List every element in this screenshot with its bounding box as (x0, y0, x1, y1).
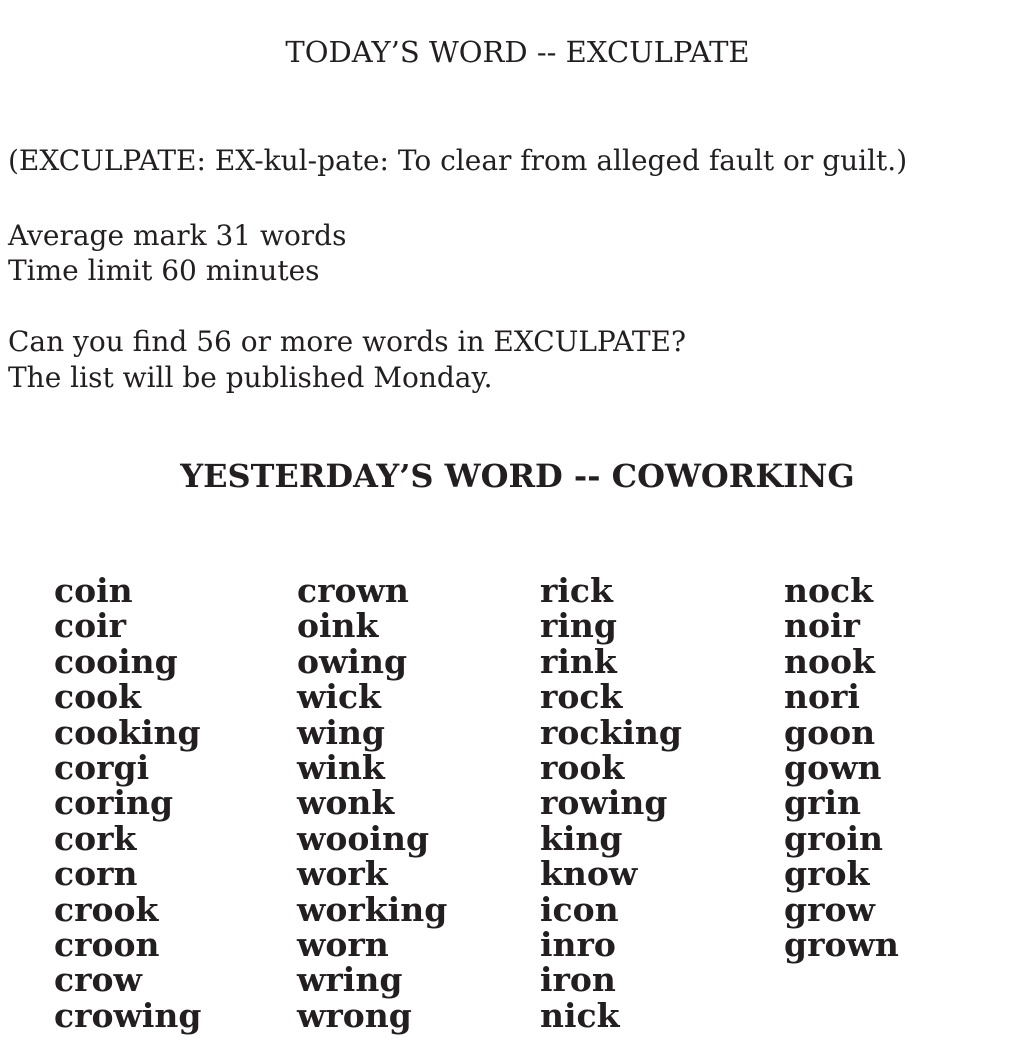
word-list-item: wink (297, 747, 385, 787)
challenge-question: Can you find 56 or more words in EXCULPATE? (8, 325, 687, 358)
word-list-item: grin (784, 783, 861, 823)
word-list-item: grok (784, 854, 870, 894)
word-column-1 (54, 573, 202, 1033)
word-column-4 (784, 573, 899, 962)
word-list-item: wonk (297, 783, 395, 823)
word-list-item: king (540, 818, 623, 858)
word-list-item: iron (540, 960, 616, 1000)
word-list-item: gown (784, 747, 882, 787)
word-list-item: crowing (54, 995, 202, 1035)
word-list-item: nock (784, 571, 873, 610)
word-list-item: cooing (54, 641, 178, 681)
word-list-item: rink (540, 641, 617, 681)
word-list-item: corgi (54, 747, 150, 787)
publish-note: The list will be published Monday. (8, 361, 493, 394)
word-list-item: know (540, 854, 638, 894)
word-list-item: noir (784, 606, 860, 646)
word-column-3 (540, 573, 682, 1033)
word-list-item: nori (784, 677, 860, 717)
word-list-item: crow (54, 960, 142, 1000)
average-mark: Average mark 31 words (8, 219, 347, 252)
word-list-item: nick (540, 995, 620, 1035)
word-list-item: inro (540, 924, 616, 964)
word-list-item: owing (297, 641, 408, 681)
word-list-item: crook (54, 889, 159, 929)
word-list-item: icon (540, 889, 619, 929)
word-list-item: coring (54, 783, 174, 823)
yesterdays-word-title: YESTERDAY’S WORD -- COWORKING (180, 457, 855, 495)
word-list-item: nook (784, 641, 875, 681)
word-list-item: crown (297, 571, 409, 610)
word-list-item: ring (540, 606, 617, 646)
word-list-item: croon (54, 924, 160, 964)
word-list-item: grow (784, 889, 875, 929)
word-list-item: oink (297, 606, 379, 646)
word-list-item: groin (784, 818, 883, 858)
word-list-item: grown (784, 924, 899, 964)
word-list-item: rocking (540, 712, 682, 752)
word-list-item: rock (540, 677, 623, 717)
word-list-item: coir (54, 606, 127, 646)
word-list-item: goon (784, 712, 876, 752)
time-limit: Time limit 60 minutes (8, 254, 320, 287)
word-definition: (EXCULPATE: EX-kul-pate: To clear from alleged fault or guilt.) (8, 144, 908, 177)
word-list-item: cooking (54, 712, 201, 752)
word-list-item: cork (54, 818, 137, 858)
word-list-item: wrong (297, 995, 412, 1035)
todays-word-title: TODAY’S WORD -- EXCULPATE (285, 35, 750, 69)
word-list-item: work (297, 854, 388, 894)
word-list-item: wring (297, 960, 403, 1000)
word-list-item: wing (297, 712, 386, 752)
word-list-item: corn (54, 854, 138, 894)
word-list-item: rowing (540, 783, 668, 823)
word-list-item: coin (54, 571, 133, 610)
word-list-item: cook (54, 677, 141, 717)
word-list-item: wooing (297, 818, 430, 858)
word-list-item: wick (297, 677, 381, 717)
word-list-item: worn (297, 924, 389, 964)
word-column-2 (297, 573, 447, 1033)
word-list-item: rick (540, 571, 613, 610)
word-list-item: working (297, 889, 448, 929)
word-list-item: rook (540, 747, 625, 787)
